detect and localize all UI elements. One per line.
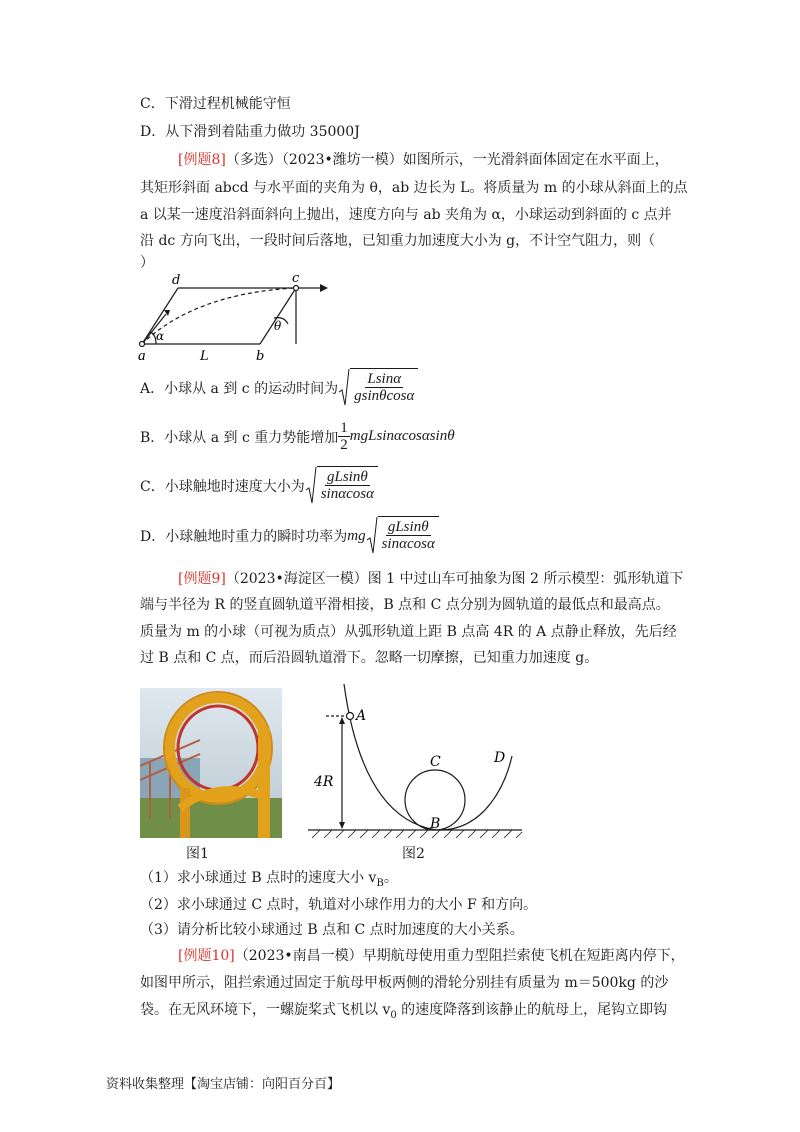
page-footer: 资料收集整理【淘宝店铺：向阳百分百】 (106, 1077, 341, 1092)
label-a: a (138, 348, 146, 364)
ex10-line3: 袋。在无风环境下，一螺旋桨式飞机以 $v_0$ 的速度降落到该静止的航母上，尾钩立即钩 (140, 1002, 668, 1021)
ex8-tag: [例题8] (178, 152, 226, 168)
option-c-prev: C．下滑过程机械能守恒 (140, 96, 291, 112)
edge-cb (260, 288, 296, 344)
option-d: D．小球触地时重力的瞬时功率为 mg $\frac{gLsin\theta}{\sin\alpha\cos\alpha}$ (140, 516, 439, 556)
ex10-tag: [例题10] (178, 948, 235, 964)
label-d: d (172, 273, 181, 288)
roller-coaster-photo (140, 688, 282, 838)
arc-track (344, 684, 512, 830)
label-b: b (256, 349, 265, 364)
point-a (140, 342, 145, 347)
label-D: D (494, 750, 506, 766)
ex9-line4: 过 B 点和 C 点，而后沿圆轨道滑下。忽略一切摩擦，已知重力加速度 g。 (140, 650, 599, 666)
option-b: B．小球从 a 到 c 重力势能增加 $\frac{1}{2}$ mgLsinαcosαsinθ (140, 420, 455, 453)
point-c (294, 286, 299, 291)
ex9-line2: 端与半径为 R 的竖直圆轨道平滑相接，B 点和 C 点分别为圆轨道的最低点和最高点。 (140, 597, 670, 613)
ex9-line3: 质量为 m 的小球（可视为质点）从弧形轨道上距 B 点高 4R 的 A 点静止释放，先后经 (140, 624, 677, 640)
exit-arrowhead (320, 284, 328, 292)
label-B: B (430, 816, 441, 832)
option-a: A．小球从 a 到 c 的运动时间为 $\frac{Lsin\alpha}{gsin\theta\cos\alpha}$ (140, 368, 418, 408)
ex8-line2: 其矩形斜面 abcd 与水平面的夹角为 θ，ab 边长为 L。将质量为 m 的小球从斜面上的点 (140, 180, 688, 196)
option-c: C．小球触地时速度大小为 $\frac{gLsin\theta}{\sin\alpha\cos\alpha}$ (140, 466, 378, 506)
label-c: c (292, 271, 300, 286)
label-theta: θ (274, 319, 282, 333)
label-A: A (356, 708, 367, 724)
option-d-prev: D．从下滑到着陆重力做功 35000J (140, 124, 360, 140)
ex9-tag: [例题9] (178, 571, 226, 587)
label-4R: 4R (314, 774, 334, 790)
label-L: L (200, 349, 209, 364)
ex8-line1: [例题8]（多选）（2023•潍坊一模）如图所示，一光滑斜面体固定在水平面上， (178, 152, 669, 168)
ex10-line2: 如图甲所示，阻拦索通过固定于航母甲板两侧的滑轮分别挂有质量为 m＝500kg 的沙 (140, 975, 669, 991)
ex10-line1: [例题10]（2023•南昌一模）早期航母使用重力型阻拦索使飞机在短距离内停下， (178, 948, 685, 964)
incline-figure (134, 268, 334, 364)
fig1-caption: 图1 (186, 846, 209, 862)
fig2-caption: 图2 (402, 846, 425, 862)
ex8-line4: 沿 dc 方向飞出，一段时间后落地，已知重力加速度大小为 g，不计空气阻力，则（ (140, 233, 656, 249)
ex9-q2: （2）求小球通过 C 点时，轨道对小球作用力的大小 F 和方向。 (140, 897, 538, 913)
loop-track-figure (306, 682, 526, 842)
label-alpha: α (156, 329, 165, 343)
label-C: C (430, 754, 441, 770)
ball-at-A (347, 713, 354, 720)
ex8-line5: ） (140, 255, 154, 271)
ex8-line3: a 以某一速度沿斜面斜向上抛出，速度方向与 ab 夹角为 α，小球运动到斜面的 c 点并 (140, 207, 672, 223)
ex9-line1: [例题9]（2023•海淀区一模）图 1 中过山车可抽象为图 2 所示模型：弧形轨道下 (178, 571, 684, 587)
ex9-q3: （3）请分析比较小球通过 B 点和 C 点时加速度的大小关系。 (140, 922, 524, 938)
ex9-q1: （1）求小球通过 B 点时的速度大小 $v_B$。 (140, 870, 398, 889)
